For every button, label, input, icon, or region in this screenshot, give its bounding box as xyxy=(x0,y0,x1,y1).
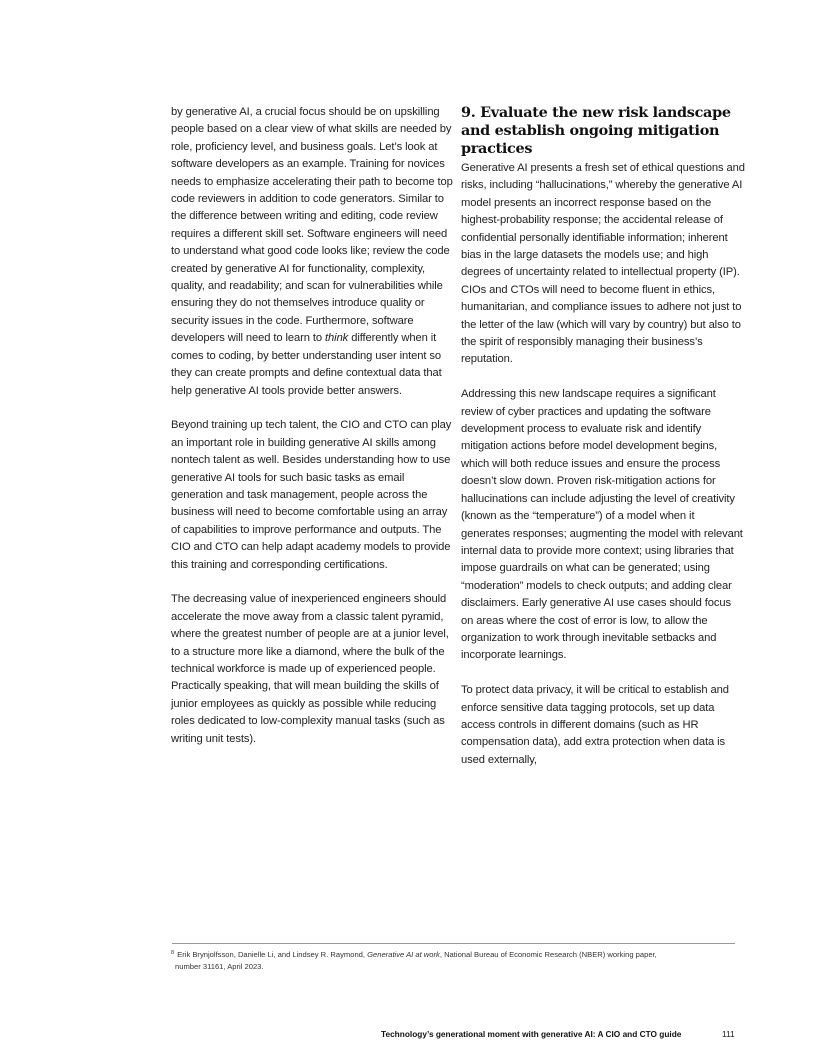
footnote-marker: 8 xyxy=(171,950,175,956)
paragraph: Beyond training up tech talent, the CIO and CTO can play an important role in building generative AI skills among nontech talent as well. Besides understanding how to use generative AI tools for such basic tasks as email generation and task management, people across the business will need to become comfortable using an array of capabilities to improve performance and outputs. The CIO and CTO can help adapt academy models to provide this training and corresponding certifications. xyxy=(171,419,452,571)
left-column xyxy=(171,104,456,765)
section-heading: 9. Evaluate the new risk landscape and establish ongoing mitigation practices xyxy=(461,104,731,157)
footnote-title: Generative AI at work xyxy=(367,950,440,959)
footnote: $^8$ Erik Brynjolfsson, Danielle Li, and Lindsey R. Raymond, Generative AI at work, National Bureau of Economic Research (NBER) working paper, number 31161, April 2023. xyxy=(171,950,657,971)
paragraph: Generative AI presents a fresh set of ethical questions and risks, including “hallucinations,” whereby the generative AI model presents an incorrect response based on the highest-probability response; the accidental release of confidential personally identifiable information; inherent bias in the large datasets the models use; and high degrees of uncertainty related to intellectual property (IP). CIOs and CTOs will need to become fluent in ethics, humanitarian, and compliance issues to adhere not just to the letter of the law (which will vary by country) but also to the spirit of responsibly managing their business’s reputation. xyxy=(461,162,745,366)
emphasis: think xyxy=(325,332,349,345)
paragraph: To protect data privacy, it will be critical to establish and enforce sensitive data tagging protocols, set up data access controls in different domains (such as HR compensation data), add extra protection when data is used externally, xyxy=(461,684,729,766)
paragraph: Addressing this new landscape requires a significant review of cyber practices and updating the software development process to evaluate risk and identify mitigation actions before model development begins, which will both reduce issues and ensure the process doesn’t slow down. Proven risk-mitigation actions for hallucinations can include adjusting the level of creativity (known as the “temperature”) of a model when it generates responses; augmenting the model with relevant internal data to provide more context; using libraries that impose guardrails on what can be generated; using “moderation” models to check outputs; and adding clear disclaimers. Early generative AI use cases should focus on areas where the cost of error is low, to allow the organization to work through inevitable setbacks and incorporate learnings. xyxy=(461,388,743,662)
paragraph: by generative AI, a crucial focus should be on upskilling people based on a clear view of what skills are needed by role, proficiency level, and business goals. Let’s look at software developers as an example. Training for novices needs to emphasize accelerating their path to become top code reviewers in addition to code generators. Similar to the difference between writing and editing, code review requires a different skill set. Software engineers will need to understand what good code looks like; review the code created by generative AI for functionality, complexity, quality, and readability; and scan for vulnerabilities while ensuring they do not themselves introduce quality or security issues in the code. Furthermore, software developers will need to learn to think differently when it comes to coding, by better understanding user intent so they can create prompts and define contextual data that help generative AI tools provide better answers. xyxy=(171,106,453,397)
right-column xyxy=(461,104,746,787)
footnote-divider xyxy=(172,943,735,944)
footer-document-title: Technology’s generational moment with generative AI: A CIO and CTO guide xyxy=(381,1029,682,1039)
page-number: 111 xyxy=(722,1029,735,1039)
paragraph: The decreasing value of inexperienced engineers should accelerate the move away from a classic talent pyramid, where the greatest number of people are at a junior level, to a structure more like a diamond, where the bulk of the technical workforce is made up of experienced people. Practically speaking, that will mean building the skills of junior employees as quickly as possible while reducing roles dedicated to low-complexity manual tasks (such as writing unit tests). xyxy=(171,593,449,745)
